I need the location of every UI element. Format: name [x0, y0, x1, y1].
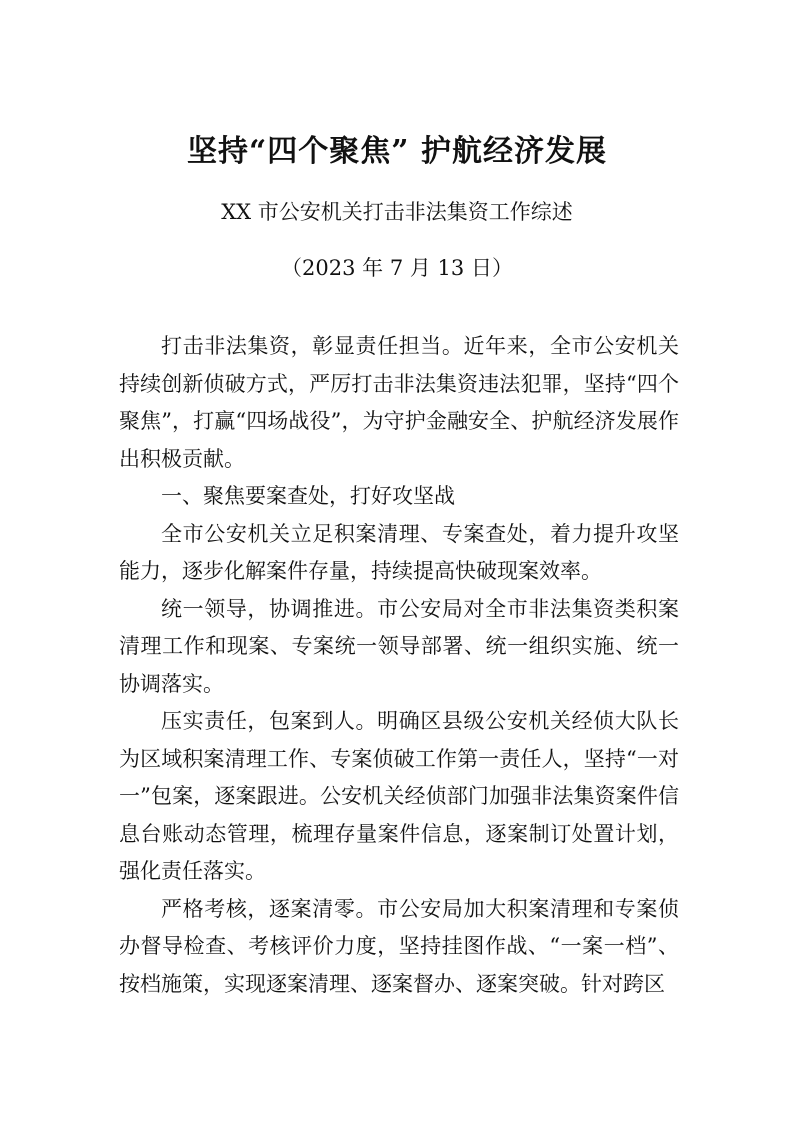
- document-date: （2023 年 7 月 13 日）: [281, 256, 513, 280]
- paragraph: 严格考核，逐案清零。市公安局加大积案清理和专案侦办督导检查、考核评价力度，坚持挂图作战、“一案一档”、 按档施策，实现逐案清理、逐案督办、逐案突破。针对跨区: [119, 896, 679, 996]
- paragraph: 全市公安机关立足积案清理、专案查处，着力提升攻坚能力，逐步化解案件存量，持续提高快破现案效率。: [119, 521, 679, 583]
- section-heading-1: 一、聚焦要案查处，打好攻坚战: [161, 484, 455, 508]
- document-body: [119, 328, 679, 1003]
- paragraph-intro: 打击非法集资，彰显责任担当。近年来，全市公安机关持续创新侦破方式，严厉打击非法集资违法犯罪，坚持“四个聚焦”，打赢“四场战役”，为守护金融安全、护航经济发展作出积极贡献。: [119, 334, 679, 471]
- paragraph: 统一领导，协调推进。市公安局对全市非法集资类积案清理工作和现案、专案统一领导部署、统一组织实施、统一协调落实。: [119, 596, 679, 696]
- paragraph: 压实责任，包案到人。明确区县级公安机关经侦大队长为区域积案清理工作、专案侦破工作第一责任人，坚持“一对一”包案，逐案跟进。公安机关经侦部门加强非法集资案件信息台账动态管理，梳理存量案件信息，逐案制订处置计划，强化责任落实。: [119, 709, 679, 883]
- document-subtitle: XX 市公安机关打击非法集资工作综述: [221, 200, 573, 224]
- document-title: 坚持“四个聚焦” 护航经济发展: [187, 134, 607, 169]
